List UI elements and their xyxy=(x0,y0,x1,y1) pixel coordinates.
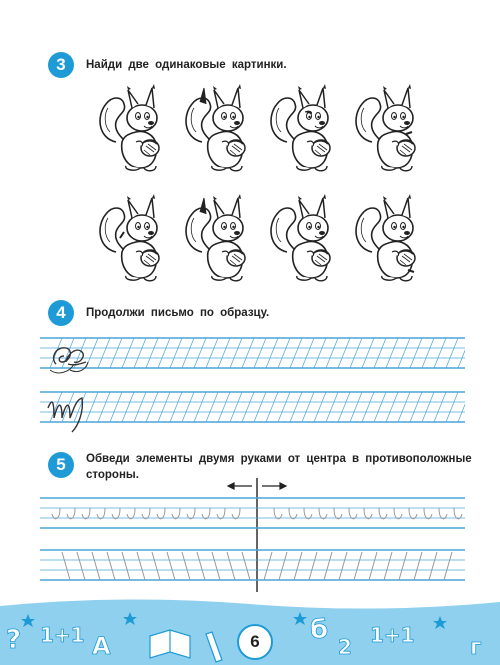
svg-text:г: г xyxy=(470,635,482,660)
squirrel-illustration[interactable] xyxy=(265,192,339,284)
squirrel-illustration[interactable] xyxy=(350,192,424,284)
task-5-instruction-line-1: Обведи элементы двумя руками от центра в противоположные xyxy=(86,453,472,465)
squirrel-illustration[interactable] xyxy=(94,192,168,284)
svg-text:1+1: 1+1 xyxy=(370,623,415,647)
squirrel-illustration[interactable] xyxy=(265,82,339,174)
page-number: 6 xyxy=(237,624,273,660)
squirrel-illustration[interactable] xyxy=(180,82,254,174)
task-5-badge: 5 xyxy=(48,452,74,478)
svg-text:?: ? xyxy=(6,625,22,655)
squirrel-illustration[interactable] xyxy=(350,82,424,174)
svg-text:1+1: 1+1 xyxy=(40,623,85,647)
task-4-instruction: Продолжи письмо по образцу. xyxy=(86,307,270,319)
squirrel-illustration[interactable] xyxy=(94,82,168,174)
svg-text:б: б xyxy=(310,615,329,645)
svg-text:2: 2 xyxy=(338,635,352,659)
task-3-instruction: Найди две одинаковые картинки. xyxy=(86,59,287,71)
arrow-left-icon xyxy=(228,483,252,489)
handwriting-ruling xyxy=(40,334,465,434)
arrow-right-icon xyxy=(262,483,286,489)
svg-text:A: A xyxy=(92,632,111,660)
task-3-badge: 3 xyxy=(48,52,74,78)
tracing-area xyxy=(40,474,465,592)
task-4-badge: 4 xyxy=(48,300,74,326)
squirrel-illustration[interactable] xyxy=(180,192,254,284)
task-5-instruction-line-2: стороны. xyxy=(86,469,139,481)
